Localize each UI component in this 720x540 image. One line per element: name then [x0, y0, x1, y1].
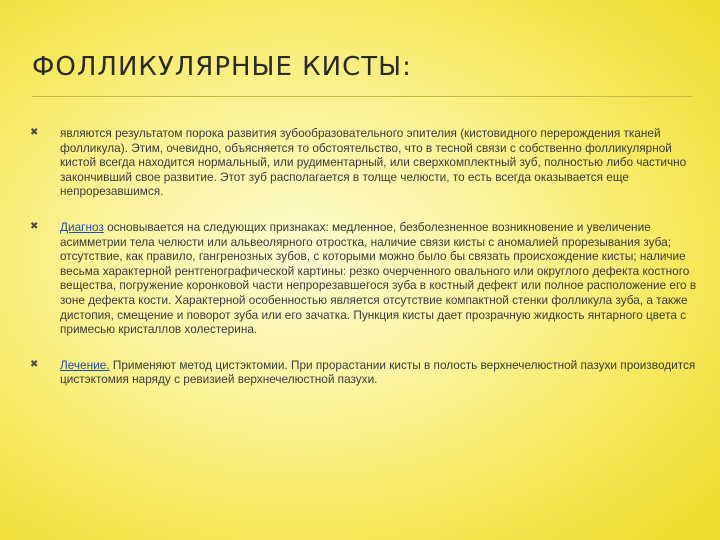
- bullet-text: основывается на следующих признаках: медленное, безболезненное возникновение и увеличение асимметрии тела челюсти или альвеолярного отростка, наличие связи кисты с аномалией прорезывания зуба; отсутствие, как правило, гангренозных зубов, с которыми можно было бы связать происхождение кисты; наличие весьма характерной рентгенографической картины: резко очерченного овального или округлого дефекта костного вещества, погружение коронковой части непрорезавшегося зуба в костный дефект или полное расположение его в зоне дефекта кости. Характерной особенностью является отсутствие компактной стенки фолликула зуба, а также дистопия, смещение и поворот зуба или его зачатка. Пункция кисты дает прозрачную жидкость янтарного цвета с примесью кристаллов холестерина.: [60, 219, 697, 337]
- treatment-link[interactable]: Лечение.: [60, 357, 110, 372]
- diagnosis-link[interactable]: Диагноз: [60, 219, 104, 234]
- x-bullet-icon: ✖: [30, 127, 39, 138]
- bullet-text: Применяют метод цистэктомии. При прорастании кисты в полость верхнечелюстной пазухи производится цистэктомия наряду с ревизией верхнечелюстной пазухи.: [60, 357, 696, 387]
- bullet-item-treatment: [30, 358, 700, 387]
- title-divider: [32, 96, 692, 97]
- x-bullet-icon: ✖: [30, 220, 39, 232]
- bullet-item-diagnosis: [30, 220, 700, 337]
- slide-title: ФОЛЛИКУЛЯРНЫЕ КИСТЫ:: [32, 52, 412, 82]
- bullet-item-origin: [30, 126, 700, 199]
- bullet-list: [30, 126, 700, 387]
- bullet-text: являются результатом порока развития зубообразовательного эпителия (кистовидного перерождения тканей фолликула). Этим, очевидно, объясняется то обстоятельство, что в тесной связи с собственно фолликулярной кистой всегда находится нормальный, или рудиментарный, или сверхкомплектный зуб, полностью либо частично закончивший свое развитие. Этот зуб располагается в толще челюсти, то есть всегда оказывается еще непрорезавшимся.: [60, 126, 687, 199]
- x-bullet-icon: ✖: [30, 358, 39, 370]
